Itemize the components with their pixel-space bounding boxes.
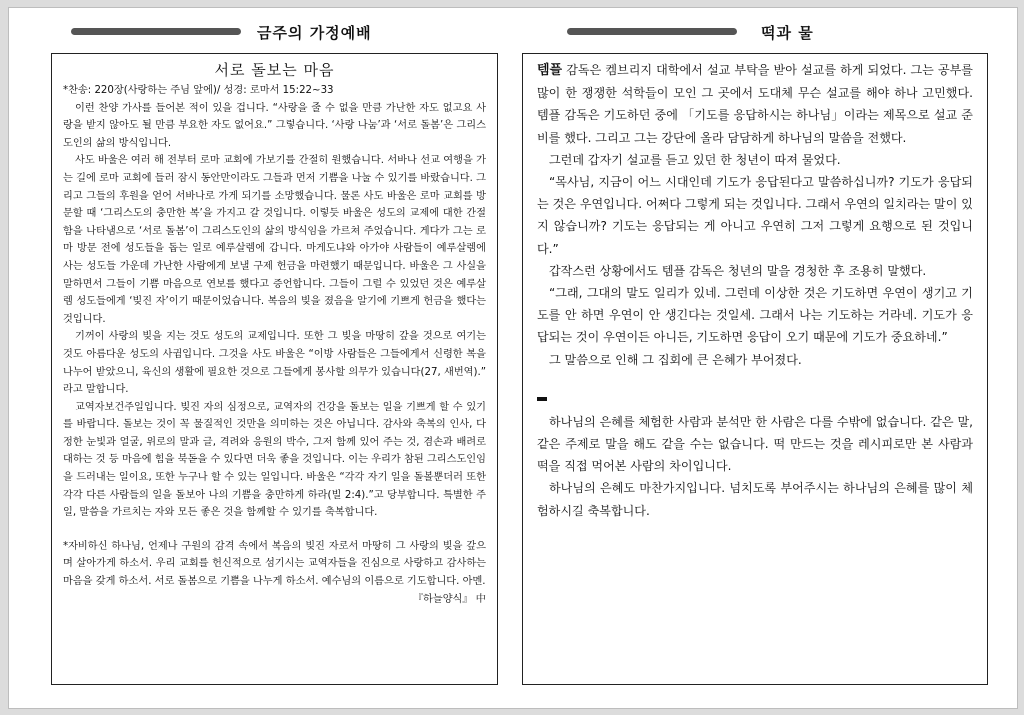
right-paragraph — [537, 59, 973, 149]
closing-paragraph: 하나님의 은혜도 마찬가지입니다. 넘치도록 부어주시는 하나님의 은혜를 많이 체험하시길 축복합니다. — [537, 481, 973, 518]
right-paragraph: “그래, 그대의 말도 일리가 있네. 그런데 이상한 것은 기도하면 우연이 생기고 기도를 안 하면 우연이 안 생긴다는 것일세. 그래서 나는 기도하는 거라네. 기도가 응답되는 것이 우연이든 아니든, 기도하면 응답이 오기 때문에 기도가 중요하네.” — [537, 286, 973, 345]
right-paragraph-text: 감독은 켐브리지 대학에서 설교 부탁을 받아 설교를 하게 되었다. 그는 공부를 많이 한 쟁쟁한 석학들이 모인 그 곳에서 도대체 무슨 설교를 해야 하나 고민했다. 템플 감독은 기도하던 중에 「기도를 응답하시는 하나님」이라는 제목으로 설교 준비를 했다. 그리고 그는 강단에 올라 담담하게 하나님의 말씀을 전했다. — [537, 63, 973, 145]
prayer-text: *자비하신 하나님, 언제나 구원의 감격 속에서 복음의 빚진 자로서 마땅히 그 사랑의 빚을 갚으며 살아가게 하소서. 우리 교회를 헌신적으로 섬기시는 교역자들을 진심으로 사랑하고 감사하는 마음을 갖게 하소서. 서로 돌봄으로 기쁨을 나누게 하소서. 예수님의 이름으로 기도합니다. 아멘. — [63, 540, 486, 588]
hymn-scripture-line: *찬송: 220장(사랑하는 주님 앞에)/ 성경: 로마서 15:22~33 — [63, 85, 334, 96]
right-header-bar — [567, 28, 737, 35]
right-header-title: 떡과 물 — [761, 24, 814, 42]
right-paragraph: 그 말씀으로 인해 그 집회에 큰 은혜가 부어졌다. — [549, 352, 802, 367]
right-paragraph: 그런데 갑자기 설교를 듣고 있던 한 청년이 따져 물었다. — [549, 152, 841, 167]
section-marker — [537, 397, 547, 401]
left-paragraph: 이런 찬양 가사를 들어본 적이 있을 겁니다. “사랑을 줄 수 없을 만큼 가난한 자도 없고요 사랑을 받지 않아도 될 만큼 부요한 자도 없어요.” 그렇습니다. ‘사랑 나눔’과 ‘서로 돌봄’은 그리스도인의 삶의 방식입니다. — [63, 102, 486, 149]
left-paragraph: 기꺼이 사랑의 빚을 지는 것도 성도의 교제입니다. 또한 그 빚을 마땅히 갚을 것으로 여기는 것도 아름다운 성도의 사귐입니다. 그것을 사도 바울은 “이방 사람들은 그들에게서 신령한 복을 나누어 받았으니, 육신의 생활에 필요한 것으로 그들에게 봉사할 의무가 있습니다(27, 새번역).” 라고 말합니다. — [63, 331, 486, 396]
right-paragraph: “목사님, 지금이 어느 시대인데 기도가 응답된다고 말씀하십니까? 기도가 응답되는 것은 우연입니다. 어쩌다 그렇게 되는 것입니다. 그래서 우연의 일치라는 말이 있지 않습니까? 기도는 응답되는 게 아니고 우연히 그저 그렇게 요행으로 된 것입니다.” — [537, 175, 973, 256]
source-note: 『하늘양식』 中 — [412, 593, 486, 605]
left-header-title: 금주의 가정예배 — [257, 24, 372, 42]
bread-and-water-box — [522, 53, 988, 685]
closing-paragraph: 하나님의 은혜를 체험한 사람과 분석만 한 사람은 다를 수밖에 없습니다. 같은 말, 같은 주제로 말을 해도 같을 수는 없습니다. 떡 만드는 것을 레시피로만 본 사람과 떡을 직접 먹어본 사람의 차이입니다. — [537, 414, 973, 474]
right-paragraph: 갑작스런 상황에서도 템플 감독은 청년의 말을 경청한 후 조용히 말했다. — [549, 263, 927, 278]
family-worship-box — [51, 53, 498, 685]
sermon-title: 서로 돌보는 마음 — [214, 61, 335, 79]
prayer — [63, 538, 486, 605]
left-paragraph: 사도 바울은 여러 해 전부터 로마 교회에 가보기를 간절히 원했습니다. 서바나 선교 여행을 가는 길에 로마 교회에 들러 잠시 동안만이라도 그들과 먼저 기쁨을 나눌 수 있기를 바랐습니다. 그리고 그들의 후원을 얻어 서바나로 가게 되기를 소망했습니다. 물론 사도 바울은 로마 교회를 방문할 때 ‘그리스도의 충만한 복’을 가지고 갈 것입니다. 이렇듯 바울은 성도의 교제에 대한 간절함을 나타냄으로 ‘서로 돌봄’이 그리스도인의 삶의 방식임을 가르쳐 주었습니다. 게다가 그는 로마 방문 전에 성도들을 돕는 일로 예루살렘에 갑니다. 마게도냐와 아가야 사람들이 예루살렘에 사는 성도들 가운데 가난한 사람에게 보낼 구제 헌금을 마련했기 때문입니다. 바울은 그 사실을 말하면서 그들이 기쁨 마음으로 연보를 했다고 증언합니다. 그들이 그럴 수 있었던 것은 예루살렘 성도들에게 ‘빚진 자’이기 때문이었습니다. 복음의 빚을 졌음을 알기에 기쁘게 헌금을 했다는 것입니다. — [63, 155, 486, 325]
first-word: 템플 — [537, 63, 563, 78]
left-paragraph: 교역자보건주일입니다. 빚진 자의 심정으로, 교역자의 건강을 돌보는 일을 기쁘게 할 수 있기를 바랍니다. 돌보는 것이 꼭 물질적인 것만을 의미하는 것은 아닙니다. 감사와 축복의 인사, 다정한 눈빛과 얼굴, 위로의 말과 글, 격려와 응원의 박수, 그저 함께 있어 주는 것, 겸손과 배려로 대하는 것 등 마음에 힘을 북돋을 수 있다면 더욱 좋을 것입니다. 이는 우리가 참된 그리스도인임을 드러내는 일이요, 또한 누구나 할 수 있는 일입니다. 바울은 “각각 자기 일을 돌볼뿐더러 또한 각각 다른 사람들의 일을 돌보아 나의 기쁨을 충만하게 하라(빌 2:4).”고 당부합니다. 특별한 주일, 말씀을 가르치는 자와 모든 좋은 것을 함께할 수 있기를 축복합니다. — [63, 401, 486, 519]
bulletin-page — [8, 7, 1018, 709]
left-header-bar — [71, 28, 241, 35]
